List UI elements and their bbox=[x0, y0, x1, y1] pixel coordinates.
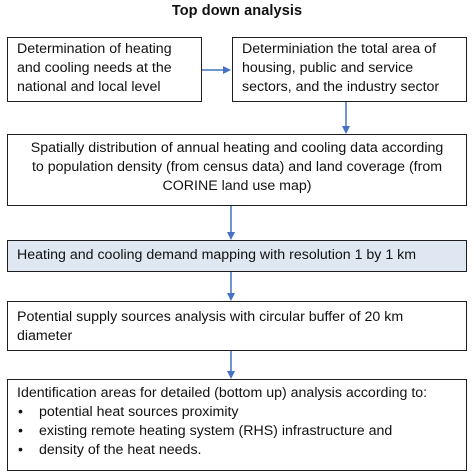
bullet-item bbox=[17, 422, 466, 441]
national-needs-box bbox=[7, 37, 202, 102]
total-area-box bbox=[232, 37, 467, 102]
arrowhead-icon bbox=[227, 371, 235, 379]
box-text-line: and cooling needs at the bbox=[17, 60, 172, 76]
bullet-list bbox=[17, 403, 466, 460]
box-text-line: sectors, and the industry sector bbox=[242, 79, 440, 95]
box-text-line: Determination of heating bbox=[17, 41, 172, 57]
arrowhead-icon bbox=[223, 66, 231, 74]
box-text-line: Determiniation the total area of bbox=[242, 41, 437, 57]
arrowhead-icon bbox=[342, 126, 350, 134]
box-text-line: national and local level bbox=[17, 79, 161, 95]
bullet-icon: • bbox=[18, 404, 23, 420]
box-text-line: Spatially distribution of annual heating and cooling data according bbox=[30, 140, 444, 156]
bullet-text: density of the heat needs. bbox=[39, 442, 202, 458]
bullet-icon: • bbox=[18, 423, 23, 439]
bullet-icon: • bbox=[18, 442, 23, 458]
arrowhead-icon bbox=[227, 232, 235, 240]
bullet-text: existing remote heating system (RHS) infrastructure and bbox=[39, 423, 393, 439]
diagram-title: Top down analysis bbox=[171, 3, 303, 19]
bullet-text: potential heat sources proximity bbox=[39, 404, 239, 420]
box-intro-text: Identification areas for detailed (bottom up) analysis according to: bbox=[17, 385, 428, 401]
bullet-item bbox=[17, 441, 466, 460]
bullet-item bbox=[17, 403, 466, 422]
supply-sources-box bbox=[7, 301, 467, 351]
box-text-line: Heating and cooling demand mapping with resolution 1 by 1 km bbox=[17, 247, 417, 263]
spatial-distribution-box bbox=[7, 134, 467, 206]
box-text-line: CORINE land use map) bbox=[162, 178, 312, 194]
box-text-line: diameter bbox=[17, 328, 73, 344]
box-text-line: housing, public and service bbox=[242, 60, 414, 76]
arrowhead-icon bbox=[227, 293, 235, 301]
demand-mapping-box bbox=[7, 240, 467, 272]
box-text-line: Potential supply sources analysis with circular buffer of 20 km bbox=[17, 309, 404, 325]
box-text-line: to population density (from census data) and land coverage (from bbox=[31, 159, 443, 175]
identification-box bbox=[7, 379, 467, 471]
